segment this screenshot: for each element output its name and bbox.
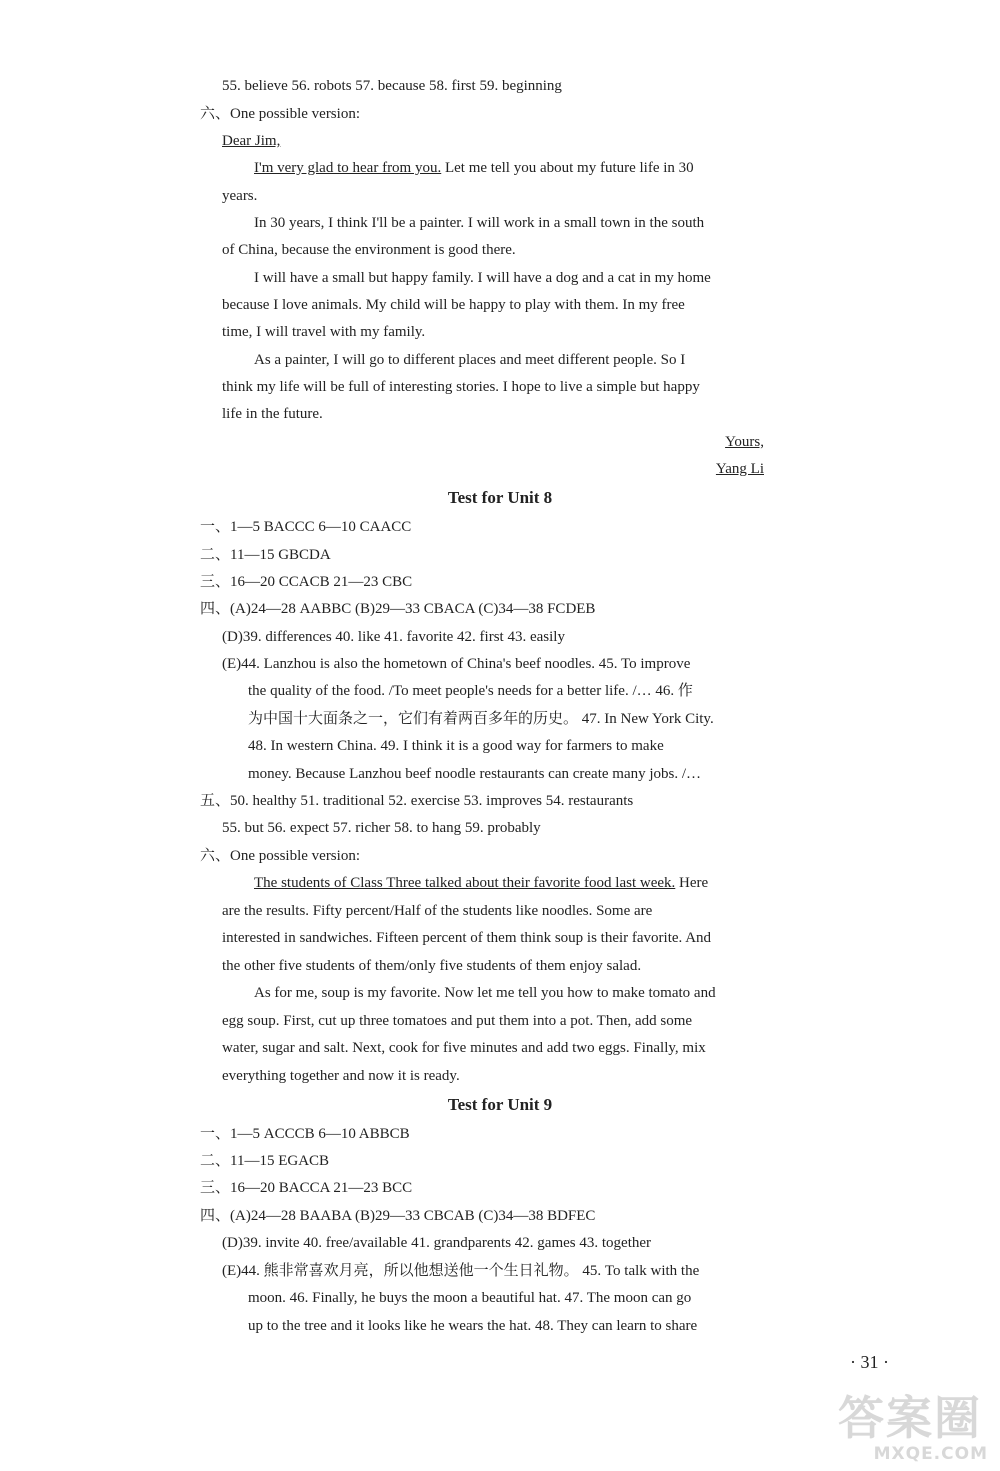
answer-line: 五、50. healthy 51. traditional 52. exercise 53. improves 54. restaurants xyxy=(200,793,634,809)
letter-closing: Yours, xyxy=(725,434,764,450)
watermark-logo xyxy=(838,1392,988,1466)
answer-line: 二、11—15 GBCDA xyxy=(200,547,331,563)
answer-line: the quality of the food. /To meet people's needs for a better life. /… 46. 作 xyxy=(248,683,693,699)
letter-paragraph-line xyxy=(254,158,694,178)
watermark-text: 答案圈 xyxy=(838,1391,982,1445)
answer-line: 为中国十大面条之一，它们有着两百多年的历史。 47. In New York City. xyxy=(248,711,714,727)
letter-paragraph-line: life in the future. xyxy=(222,406,323,422)
answer-line: 55. but 56. expect 57. richer 58. to hang 59. probably xyxy=(222,820,541,836)
letter-paragraph-line: In 30 years, I think I'll be a painter. I will work in a small town in the south xyxy=(254,215,705,231)
sentence: Let me tell you about my future life in 30 xyxy=(441,160,694,176)
writing-line xyxy=(254,873,708,893)
answer-line: up to the tree and it looks like he wears the hat. 48. They can learn to share xyxy=(248,1318,698,1334)
underlined-sentence: The students of Class Three talked about their favorite food last week. xyxy=(254,875,676,891)
unit8-title: Test for Unit 8 xyxy=(447,488,553,507)
watermark-url: MXQE.COM xyxy=(873,1444,988,1464)
letter-paragraph-line: As a painter, I will go to different places and meet different people. So I xyxy=(254,352,686,368)
answer-line: 四、(A)24—28 BAABA (B)29—33 CBCAB (C)34—38 BDFEC xyxy=(200,1208,596,1224)
letter-signature: Yang Li xyxy=(715,461,764,477)
answer-line: 二、11—15 EGACB xyxy=(200,1153,330,1169)
writing-line: everything together and now it is ready. xyxy=(222,1068,460,1084)
answer-line: 三、16—20 CCACB 21—23 CBC xyxy=(200,574,413,590)
letter-paragraph-line: I will have a small but happy family. I will have a dog and a cat in my home xyxy=(254,270,711,286)
section-heading: 六、One possible version: xyxy=(200,106,360,122)
letter-salutation: Dear Jim, xyxy=(222,133,281,149)
answer-line: (E)44. Lanzhou is also the hometown of China's beef noodles. 45. To improve xyxy=(222,656,691,672)
writing-line: the other five students of them/only five students of them enjoy salad. xyxy=(222,958,642,974)
letter-paragraph-line: years. xyxy=(222,188,258,204)
writing-line: egg soup. First, cut up three tomatoes and put them into a pot. Then, add some xyxy=(222,1013,693,1029)
answer-line: 三、16—20 BACCA 21—23 BCC xyxy=(200,1180,413,1196)
section-heading: 六、One possible version: xyxy=(200,848,360,864)
answer-line: 一、1—5 BACCC 6—10 CAACC xyxy=(200,519,412,535)
answer-line: 四、(A)24—28 AABBC (B)29—33 CBACA (C)34—38 FCDEB xyxy=(200,601,596,617)
answer-line: moon. 46. Finally, he buys the moon a beautiful hat. 47. The moon can go xyxy=(248,1290,692,1306)
unit9-title: Test for Unit 9 xyxy=(447,1095,553,1114)
answer-line: 一、1—5 ACCCB 6—10 ABBCB xyxy=(200,1126,410,1142)
answer-line: (D)39. invite 40. free/available 41. grandparents 42. games 43. together xyxy=(222,1235,652,1251)
writing-line: are the results. Fifty percent/Half of the students like noodles. Some are xyxy=(222,903,653,919)
answer-line: (E)44. 熊非常喜欢月亮，所以他想送他一个生日礼物。 45. To talk with the xyxy=(222,1263,700,1279)
answer-line: (D)39. differences 40. like 41. favorite 42. first 43. easily xyxy=(222,629,565,645)
letter-paragraph-line: time, I will travel with my family. xyxy=(222,324,426,340)
answer-line: money. Because Lanzhou beef noodle restaurants can create many jobs. /… xyxy=(248,766,702,782)
answer-line-55-59: 55. believe 56. robots 57. because 58. first 59. beginning xyxy=(222,78,562,94)
letter-paragraph-line: think my life will be full of interesting stories. I hope to live a simple but happy xyxy=(222,379,700,395)
writing-line: As for me, soup is my favorite. Now let me tell you how to make tomato and xyxy=(254,985,716,1001)
letter-paragraph-line: of China, because the environment is good there. xyxy=(222,242,516,258)
letter-paragraph-line: because I love animals. My child will be happy to play with them. In my free xyxy=(222,297,685,313)
answer-line: 48. In western China. 49. I think it is a good way for farmers to make xyxy=(248,738,664,754)
writing-line: water, sugar and salt. Next, cook for five minutes and add two eggs. Finally, mix xyxy=(222,1040,706,1056)
page-number: · 31 · xyxy=(850,1352,889,1372)
underlined-sentence: I'm very glad to hear from you. xyxy=(254,160,442,176)
writing-line: interested in sandwiches. Fifteen percent of them think soup is their favorite. And xyxy=(222,930,712,946)
sentence: Here xyxy=(675,875,709,891)
